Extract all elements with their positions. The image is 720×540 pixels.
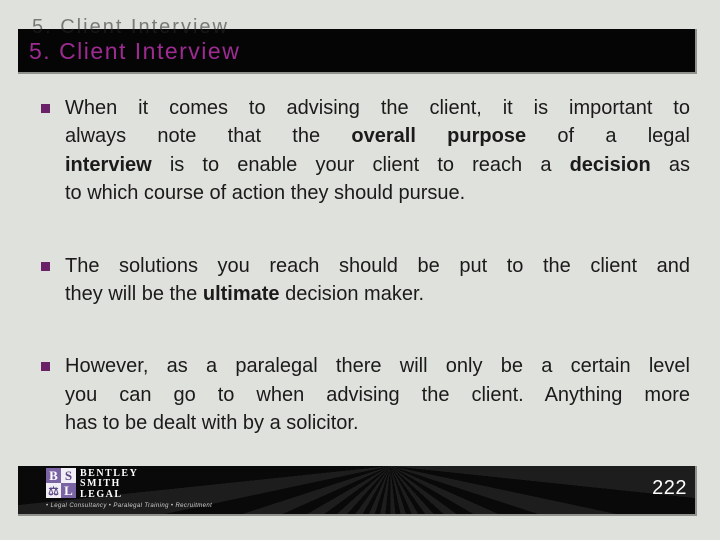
page-number: 222 [652, 477, 687, 499]
bullet-text-line: has to be dealt with by a solicitor. [65, 412, 359, 435]
bullet-text-line: to which course of action they should pursue. [65, 182, 466, 205]
bullet-item [40, 352, 690, 437]
logo-company-name [80, 468, 138, 500]
logo-name-line-3: LEGAL [80, 488, 123, 500]
bullet-text-line: they will be the ultimate decision maker. [65, 283, 425, 306]
bullet-text-line: you can go to when advising the client. Anything more [65, 383, 690, 406]
header-bar [18, 16, 697, 74]
bullet-text-line: When it comes to advising the client, it is important to [65, 97, 690, 119]
company-logo [46, 468, 212, 509]
bullet-text-line: However, as a paralegal there will only be a certain level [65, 355, 690, 378]
bullet-square-icon [41, 362, 50, 371]
logo-letter-l: L [61, 483, 76, 498]
bullet-item [40, 94, 690, 208]
slide-title: 5. Client Interview [29, 38, 241, 64]
bullet-square-icon [41, 262, 50, 271]
footer-bar [18, 466, 697, 516]
bullet-item [40, 252, 690, 309]
bullet-square-icon [41, 104, 50, 113]
header-ghost-title: 5. Client Interview [32, 16, 229, 38]
bullet-list [40, 94, 690, 438]
logo-name-line-1: BENTLEY [80, 468, 139, 479]
bullet-text-line: The solutions you reach should be put to the client and [65, 254, 690, 277]
logo-letter-s: S [61, 468, 76, 483]
logo-letter-b: B [46, 468, 61, 483]
logo-letter-grid [46, 468, 76, 500]
logo-name-line-2: SMITH [80, 478, 121, 490]
logo-tagline: • Legal Consultancy • Paralegal Training • Recruitment [46, 502, 213, 509]
scales-of-justice-icon: ⚖ [46, 483, 61, 498]
bullet-text-line: interview is to enable your client to reach a decision as [65, 153, 690, 176]
bullet-text-line: always note that the overall purpose of a legal [65, 125, 690, 148]
